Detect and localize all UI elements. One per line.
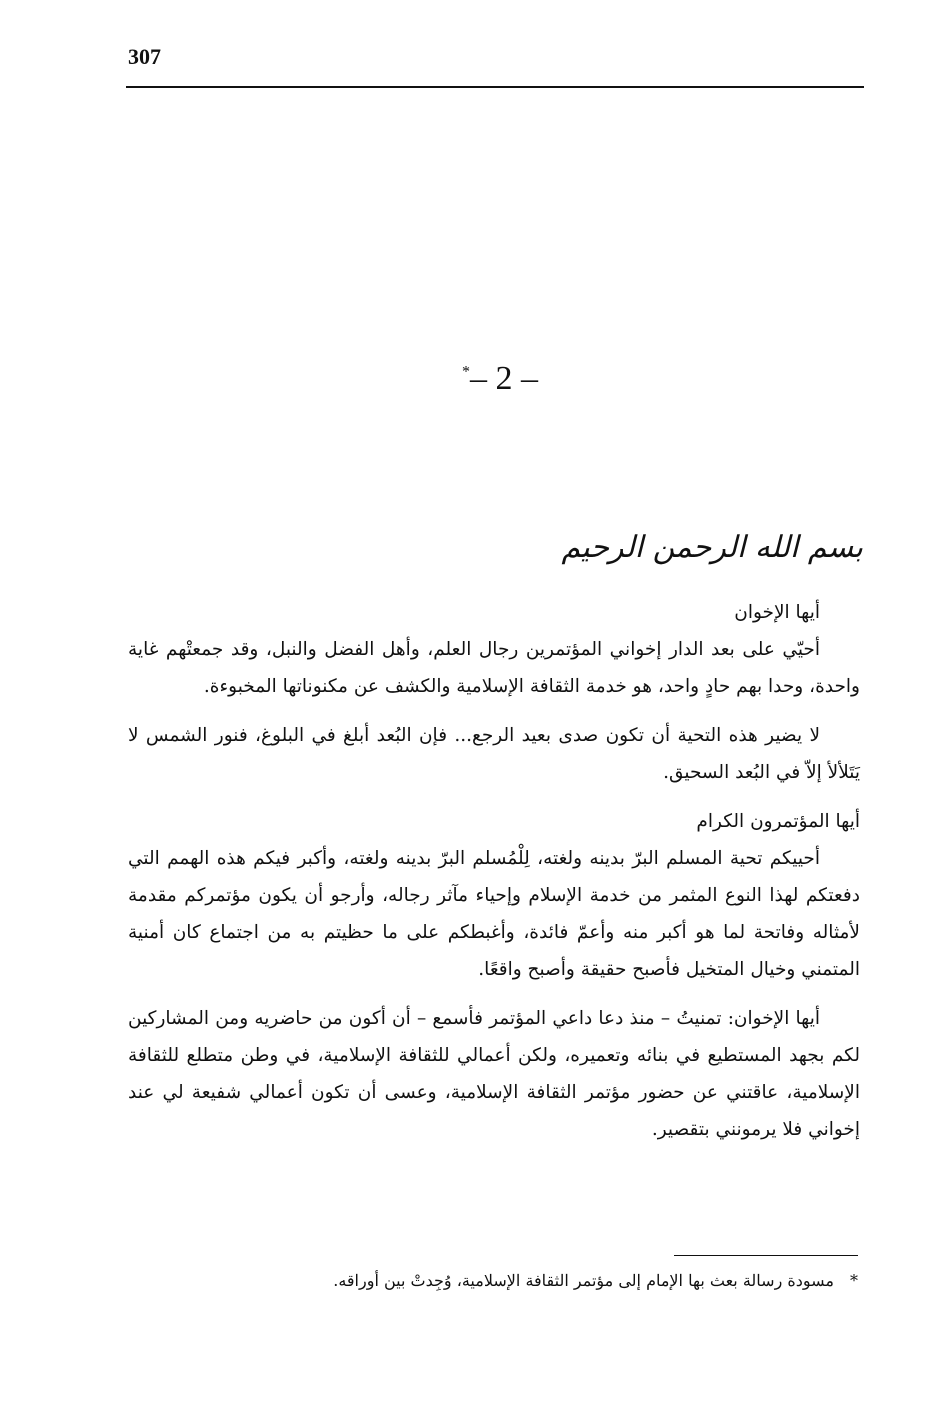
chapter-heading (420, 360, 580, 398)
paragraph-3: أحييكم تحية المسلم البرّ بدينه ولغته، لِلْمُسلم البرّ بدينه ولغته، وأكبر فيكم هذه الهمم التي دفعتكم لهذا النوع المثمر من خدمة الإسلام وإحياء مآثر رجاله، وأرجو أن يكون مؤتمركم مقدمة لأمثاله وفاتحة لما هو أكبر منه وأعمّ فائدة، وأغبطكم على ما حظيتم به من اجتماع كان أمنية المتمني وخيال المتخيل فأصبح حقيقة وأصبح واقعًا. (128, 848, 860, 980)
footnote (128, 1266, 858, 1296)
basmala: بسم الله الرحمن الرحيم (561, 530, 863, 565)
footnote-text: مسودة رسالة بعث بها الإمام إلى مؤتمر الثقافة الإسلامية، وُجِدتْ بين أوراقه. (333, 1271, 834, 1290)
footnote-rule (674, 1255, 858, 1256)
footnote-marker: * (850, 1271, 858, 1290)
header-rule (126, 86, 864, 88)
paragraph-1: أحيّي على بعد الدار إخواني المؤتمرين رجال العلم، وأهل الفضل والنبل، وقد جمعتْهم غاية واحدة، وحدا بهم حادٍ واحد، هو خدمة الثقافة الإسلامية والكشف عن مكنوناتها المخبوءة. (128, 639, 860, 697)
chapter-number: – 2 – (470, 360, 538, 397)
paragraph-2: لا يضير هذه التحية أن تكون صدى بعيد الرجع... فإن البُعد أبلغ في البلوغ، فنور الشمس لا يَتَلألأ إلاّ في البُعد السحيق. (128, 725, 860, 783)
greeting-conference: أيها المؤتمرون الكرام (696, 811, 860, 832)
page-number: 307 (128, 44, 161, 69)
chapter-footnote-marker: * (462, 363, 470, 381)
paragraph-4: أيها الإخوان: تمنيتُ – منذ دعا داعي المؤتمر فأسمع – أن أكون من حاضريه ومن المشاركين لكم بجهد المستطيع في بنائه وتعميره، ولكن أعمالي للثقافة الإسلامية، في وطن متطلع للثقافة الإسلامية، عاقتني عن حضور مؤتمر الثقافة الإسلامية، وعسى أن تكون أعمالي شفيعة لي عند إخواني فلا يرمونني بتقصير. (128, 1008, 860, 1140)
letter-body (128, 594, 860, 1148)
greeting-brothers: أيها الإخوان (734, 602, 820, 623)
